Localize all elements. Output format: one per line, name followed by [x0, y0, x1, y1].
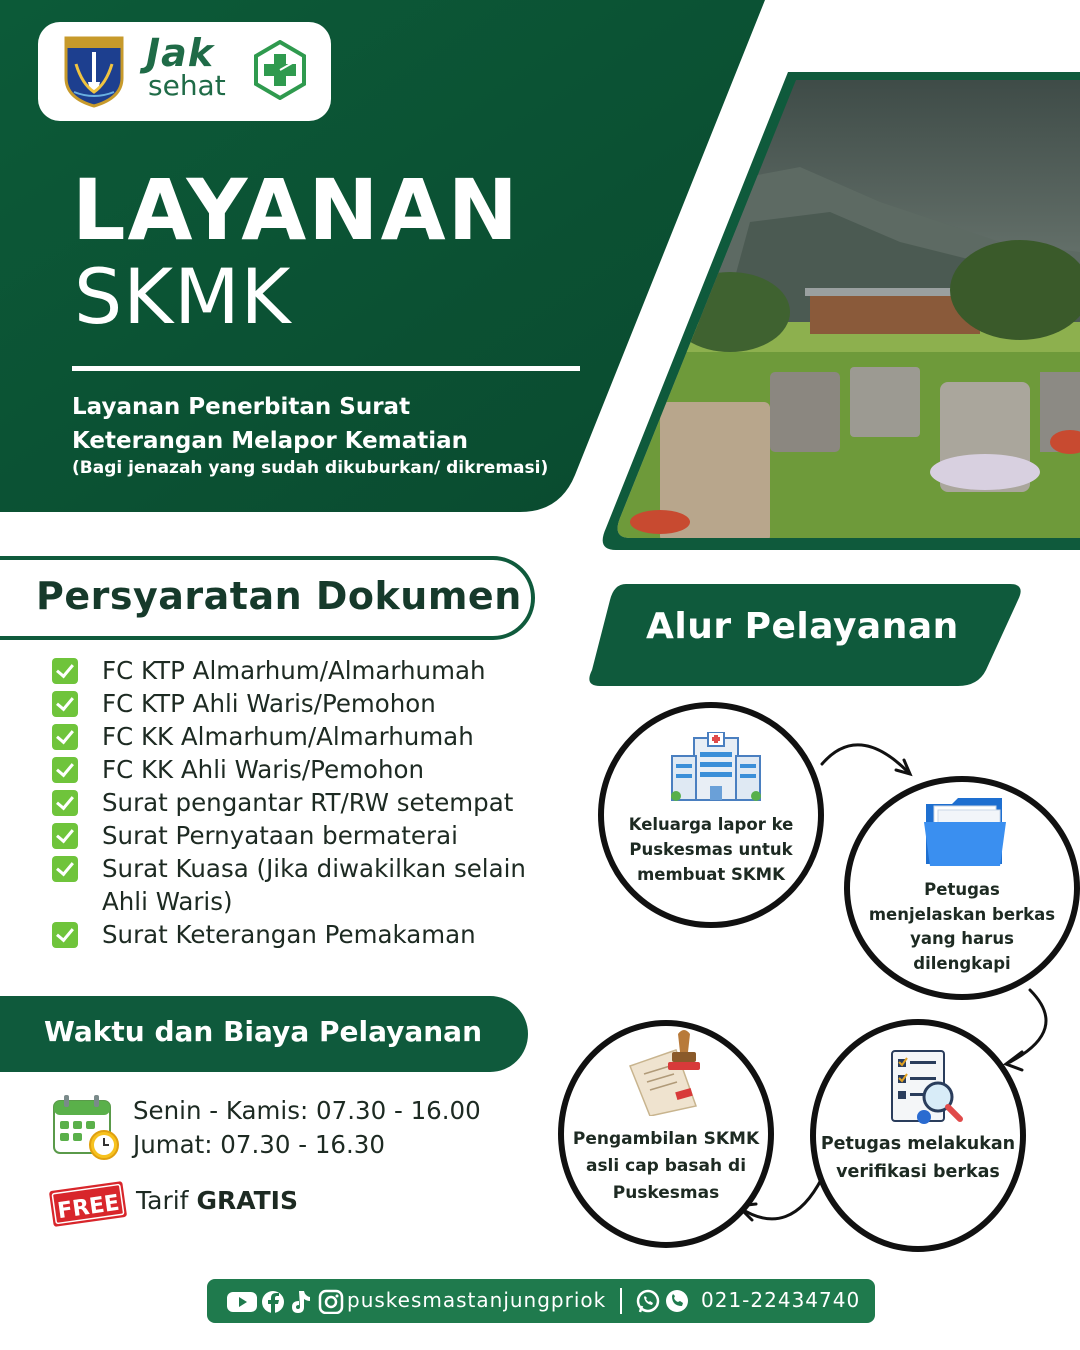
flow-title: Alur Pelayanan	[646, 606, 959, 647]
footer-bar	[207, 1279, 875, 1323]
hospital-icon	[668, 732, 764, 804]
calendar-clock-icon	[52, 1093, 120, 1161]
whatsapp-icon	[638, 1291, 658, 1312]
instagram-icon	[320, 1291, 342, 1313]
requirement-text: FC KTP Ahli Waris/Pemohon	[102, 689, 436, 718]
checklist-magnifier-icon	[886, 1049, 966, 1129]
requirement-text: Surat Kuasa (Jika diwakilkan selain Ahli Waris)	[102, 854, 526, 916]
social-icons	[227, 1288, 345, 1314]
hero-title: LAYANAN	[72, 161, 520, 259]
flow-step-3	[810, 1019, 1026, 1252]
tiktok-icon	[292, 1291, 310, 1313]
flow-step-3-text: Petugas melakukan verifikasi berkas	[820, 1134, 1016, 1182]
hero-description-line2: Keterangan Melapor Kematian	[72, 428, 468, 454]
folder-icon	[922, 794, 1008, 870]
hours-friday: Jumat: 07.30 - 16.30	[133, 1130, 385, 1159]
phone-number: 021-22434740	[701, 1288, 861, 1312]
hours-weekday: Senin - Kamis: 07.30 - 16.00	[133, 1096, 481, 1125]
phone-icon	[666, 1290, 688, 1312]
requirement-text: FC KTP Almarhum/Almarhumah	[102, 656, 486, 685]
flow-step-4-text: Pengambilan SKMK asli cap basah di Puskesmas	[572, 1129, 760, 1203]
flow-step-1-text: Keluarga lapor ke Puskesmas untuk membuat SKMK	[628, 815, 794, 884]
service-title: Waktu dan Biaya Pelayanan	[44, 1015, 483, 1048]
hero-subtitle: SKMK	[74, 252, 292, 341]
youtube-icon	[227, 1292, 257, 1312]
facebook-icon	[262, 1291, 284, 1313]
stamp-icon	[622, 1026, 712, 1116]
requirement-text: Surat pengantar RT/RW setempat	[102, 788, 514, 817]
tariff-label: Tarif	[136, 1186, 197, 1215]
hero-description-line1: Layanan Penerbitan Surat	[72, 394, 411, 420]
service-hours	[133, 1094, 481, 1162]
requirement-text: Surat Pernyataan bermaterai	[102, 821, 458, 850]
tariff-value: GRATIS	[196, 1186, 298, 1215]
social-handle: puskesmastanjungpriok	[347, 1288, 607, 1312]
flow-step-1	[598, 702, 824, 928]
requirement-text: FC KK Ahli Waris/Pemohon	[102, 755, 425, 784]
requirements-title: Persyaratan Dokumen	[36, 574, 522, 618]
free-badge-icon	[47, 1178, 129, 1230]
jak-text: Jak	[146, 31, 215, 75]
flow-step-2-text: Petugas menjelaskan berkas yang harus dilengkapi	[868, 880, 1056, 973]
free-badge-text: FREE	[56, 1190, 121, 1225]
requirement-text: Surat Keterangan Pemakaman	[102, 920, 476, 949]
requirement-text: FC KK Almarhum/Almarhumah	[102, 722, 474, 751]
flow-step-2	[844, 776, 1080, 1000]
footer-divider	[620, 1288, 622, 1314]
sehat-text: sehat	[148, 69, 226, 102]
flow-step-4	[558, 1020, 774, 1248]
hero-note: (Bagi jenazah yang sudah dikuburkan/ dikremasi)	[72, 458, 549, 478]
whatsapp-phone-icons	[635, 1288, 693, 1314]
tariff-text	[136, 1186, 298, 1215]
